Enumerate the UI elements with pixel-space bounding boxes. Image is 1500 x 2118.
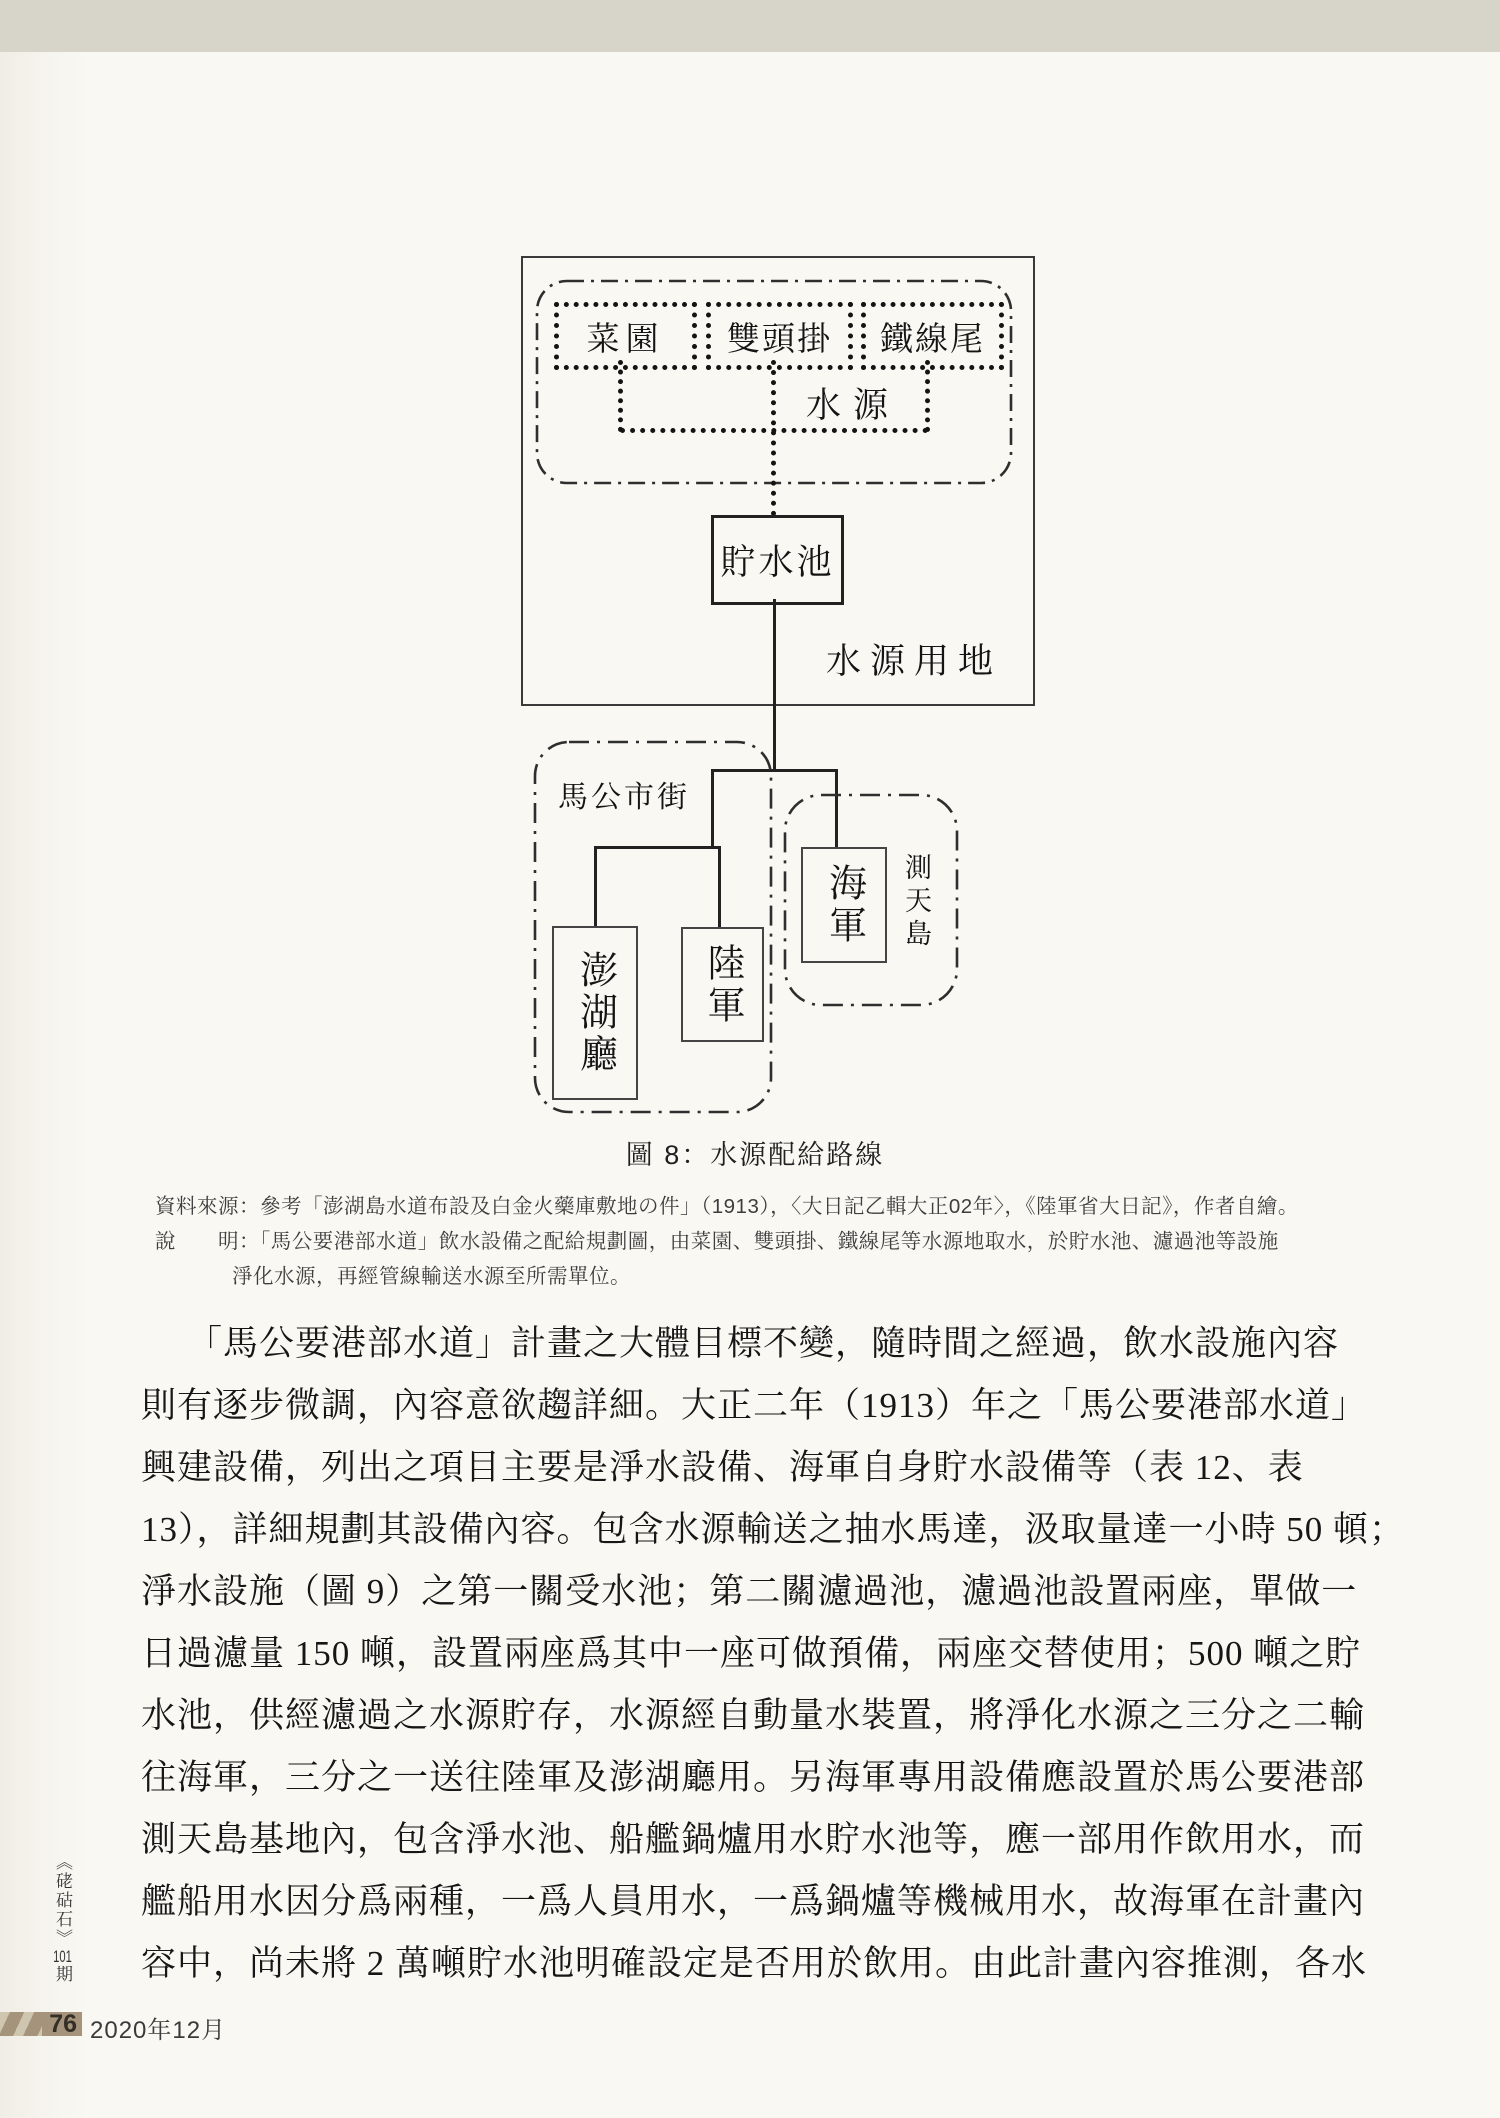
- source-note-line-1: 資料來源：參考「澎湖島水道布設及白金火藥庫敷地の件」（1913），〈大日記乙輯大正02年〉，《陸軍省大日記》，作者自繪。: [155, 1195, 1299, 1218]
- pipe-to-army: [718, 846, 721, 929]
- body-line: 則有逐步微調，內容意欲趨詳細。大正二年（1913）年之「馬公要港部水道」: [141, 1386, 1368, 1425]
- journal-title-vertical: [50, 1853, 75, 2005]
- body-line: 「馬公要港部水道」計畫之大體目標不變，隨時間之經過，飲水設施內容: [187, 1324, 1340, 1363]
- footer-date: 2020年12月: [90, 2017, 227, 2044]
- journal-issue-suffix: 期: [53, 1965, 72, 1984]
- connector-tiexianwei-down-dotted: [925, 360, 930, 432]
- node-tiexianwei: [861, 302, 1004, 370]
- body-line: 13），詳細規劃其設備內容。包含水源輸送之抽水馬達，汲取量達一小時 50 頓；: [141, 1510, 1406, 1549]
- page-number: 76: [49, 2010, 77, 2038]
- pipe-left-branch-vertical: [711, 769, 714, 849]
- node-army-label: 陸軍: [701, 942, 743, 1027]
- connector-garden-down-dotted: [618, 360, 623, 432]
- water-source-land-label: 水源用地: [826, 642, 1003, 681]
- water-source-label: 水源: [806, 386, 901, 425]
- body-line: 淨水設施（圖 9）之第一關受水池；第二關濾過池，濾過池設置兩座，單做一: [141, 1572, 1358, 1611]
- pipe-town-horizontal: [595, 846, 721, 849]
- node-shuangtougua-label: 雙頭掛: [727, 321, 832, 358]
- source-note-line-2: 說 明：「馬公要港部水道」飲水設備之配給規劃圖，由菜園、雙頭掛、鐵線尾等水源地取水，於貯水池、濾過池等設施: [155, 1230, 1279, 1253]
- body-line: 日過濾量 150 噸，設置兩座爲其中一座可做預備，兩座交替使用；500 噸之貯: [141, 1634, 1362, 1673]
- node-army: [681, 927, 764, 1042]
- node-vegetable-garden: [554, 302, 697, 370]
- node-shuangtougua: [706, 302, 853, 370]
- cetian-island-label: 測天島: [901, 853, 931, 952]
- body-line: 艦船用水因分爲兩種，一爲人員用水，一爲鍋爐等機械用水，故海軍在計畫內: [141, 1882, 1366, 1921]
- node-tiexianwei-label: 鐵線尾: [880, 321, 985, 358]
- node-navy-label: 海軍: [822, 863, 865, 947]
- pipe-main-vertical: [773, 599, 776, 771]
- body-line: 水池，供經濾過之水源貯存，水源經自動量水裝置，將淨化水源之三分之二輸: [141, 1696, 1366, 1735]
- node-navy: [801, 847, 887, 963]
- source-note-line-3: 淨化水源，再經管線輸送水源至所需單位。: [232, 1265, 631, 1288]
- node-reservoir: [711, 515, 844, 605]
- scan-top-band: [0, 0, 1500, 52]
- connector-center-down-dotted: [771, 360, 776, 516]
- body-line: 往海軍，三分之一送往陸軍及澎湖廳用。另海軍專用設備應設置於馬公要港部: [141, 1758, 1366, 1797]
- node-penghu-office: [552, 926, 638, 1100]
- magong-town-label: 馬公市街: [558, 781, 690, 814]
- body-line: 容中，尚未將 2 萬噸貯水池明確設定是否用於飲用。由此計畫內容推測，各水: [141, 1944, 1368, 1983]
- figure-caption: 圖 8：水源配給路線: [625, 1140, 885, 1170]
- node-reservoir-label: 貯水池: [720, 543, 835, 582]
- page-number-badge: [0, 2012, 82, 2036]
- pipe-junction-horizontal: [711, 769, 838, 772]
- connector-horizontal-dotted: [620, 428, 928, 433]
- pipe-to-penghu-office: [594, 846, 597, 928]
- node-vegetable-garden-label: 菜園: [586, 321, 665, 358]
- body-line: 興建設備，列出之項目主要是淨水設備、海軍自身貯水設備等（表 12、表: [141, 1448, 1304, 1487]
- body-line: 測天島基地內，包含淨水池、船艦鍋爐用水貯水池等，應一部用作飲用水，而: [141, 1820, 1366, 1859]
- journal-issue-number: 101: [53, 1948, 72, 1965]
- node-penghu-office-label: 澎湖廳: [573, 950, 616, 1076]
- journal-title: 《硓𥑮石》: [53, 1853, 72, 1948]
- pipe-to-navy: [835, 769, 838, 849]
